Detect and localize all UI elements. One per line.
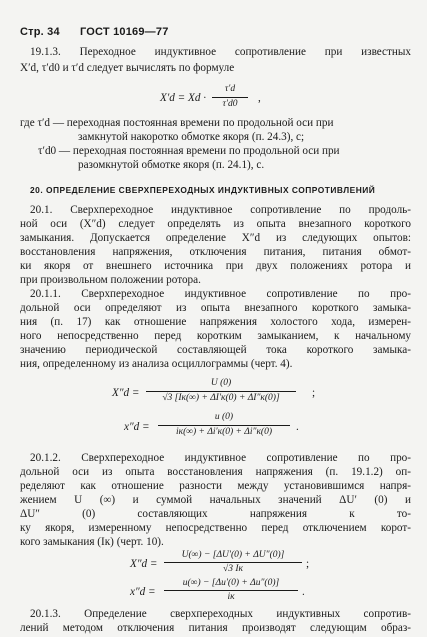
- formula-tail: ;: [306, 558, 310, 570]
- text-line: дольной оси определяют из опыта внезапного короткого замыка-: [20, 302, 411, 314]
- formula-tail: ,: [258, 92, 261, 104]
- standard-code: ГОСТ 10169—77: [80, 26, 169, 38]
- formula-numerator: U (0): [210, 378, 232, 388]
- formula-tail: .: [302, 586, 305, 598]
- text-line: 20.1.2. Сверхпереходное индуктивное сопротивление по про-: [30, 452, 411, 464]
- text-line: восстановления напряжения, отключения питания, питания обмот-: [20, 246, 411, 258]
- section-heading: 20. ОПРЕДЕЛЕНИЕ СВЕРХПЕРЕХОДНЫХ ИНДУКТИВНЫХ СОПРОТИВЛЕНИЙ: [30, 185, 376, 195]
- formula-tail: ;: [312, 387, 316, 399]
- text-line: X′d, τ′d0 и τ′d следует вычислять по формуле: [20, 62, 235, 74]
- formula-lhs: X″d =: [130, 558, 158, 570]
- formula-numerator: U(∞) − [ΔU′(0) + ΔU″(0)]: [181, 550, 285, 560]
- text-line: 20.1. Сверхпереходное индуктивное сопротивление по продоль-: [30, 204, 411, 216]
- definition-line: замкнутой накоротко обмотке якоря (п. 24.3), с;: [78, 131, 305, 143]
- formula-lhs: x″d =: [130, 586, 156, 598]
- formula-denominator: √3 Iк: [223, 564, 243, 574]
- text-line: замыкания. Допускается определение X″d из следующих опытов:: [20, 232, 411, 244]
- formula-lhs: X′d = Xd ·: [160, 92, 207, 104]
- text-line: 20.1.1. Сверхпереходное индуктивное сопротивление по про-: [30, 288, 411, 300]
- formula-lhs: X″d =: [112, 387, 140, 399]
- text-line: кого замыкания (Iк) (черт. 10).: [20, 536, 164, 548]
- text-line: жением U (∞) и суммой начальных значений ΔU′ (0) и: [20, 494, 411, 506]
- formula-denominator: √3 [Iк(∞) + ΔI′к(0) + ΔI″к(0)]: [162, 393, 280, 403]
- formula-denominator: τ′d0: [222, 99, 238, 109]
- text-line: 19.1.3. Переходное индуктивное сопротивление при известных: [30, 46, 411, 58]
- fraction-bar: [158, 425, 290, 426]
- text-line: лений методом отключения питания производят следующим образ-: [20, 622, 411, 634]
- text-line: 20.1.3. Определение сверхпереходных индуктивных сопротив-: [30, 608, 411, 620]
- fraction-bar: [164, 562, 302, 563]
- formula-numerator: τ′d: [224, 84, 236, 94]
- definition-line: где τ′d — переходная постоянная времени по продольной оси при: [20, 117, 334, 129]
- text-line: дольной оси из опыта восстановления напряжения (п. 19.1.2) оп-: [20, 466, 411, 478]
- text-line: ной оси (X″d) следует определять из опыта внезапного короткого: [20, 218, 411, 230]
- text-line: ния, определенному из анализа осциллограммы (черт. 4).: [20, 358, 293, 370]
- formula-numerator: u(∞) − [Δu′(0) + Δu″(0)]: [182, 578, 280, 588]
- fraction-bar: [164, 590, 298, 591]
- formula-tail: .: [296, 421, 299, 433]
- definition-line: разомкнутой обмотке якоря (п. 24.1), с.: [78, 159, 265, 171]
- page-number: Стр. 34: [20, 26, 60, 38]
- formula-numerator: u (0): [214, 412, 234, 422]
- definition-line: τ′d0 — переходная постоянная времени по продольной оси при: [38, 145, 340, 157]
- fraction-bar: [212, 97, 248, 98]
- text-line: ку якоря, измеренному непосредственно перед отключением корот-: [20, 522, 411, 534]
- text-line: ΔU″ (0) составляющих напряжения к то-: [20, 508, 411, 520]
- formula-denominator: iк: [227, 592, 235, 602]
- text-line: при произвольном положении ротора.: [20, 274, 201, 286]
- formula-denominator: iк(∞) + Δi′к(0) + Δi″к(0): [175, 427, 272, 437]
- formula-lhs: x″d =: [124, 421, 150, 433]
- text-line: ределяют как отношение разности между установившимся напря-: [20, 480, 411, 492]
- fraction-bar: [146, 391, 296, 392]
- text-line: ки якоря от внешнего источника при двух положениях ротора и: [20, 260, 411, 272]
- text-line: ния (п. 17) как отношение напряжения холостого хода, измерен-: [20, 316, 411, 328]
- text-line: ного непосредственно перед коротким замыканием, к начальному: [20, 330, 411, 342]
- text-line: значению периодической составляющей тока короткого замыка-: [20, 344, 411, 356]
